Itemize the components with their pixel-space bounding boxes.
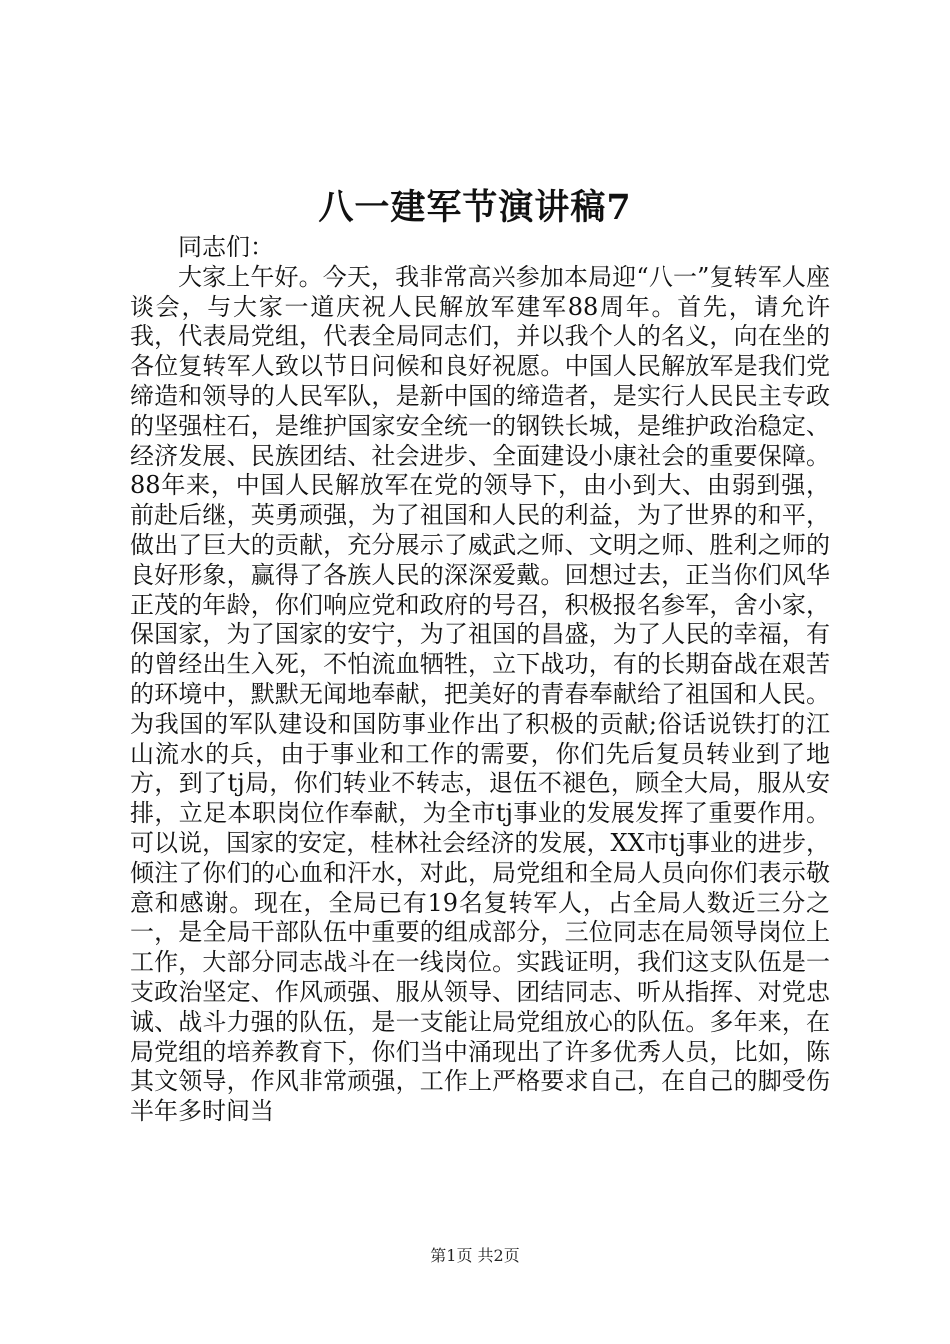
greeting-line: 同志们：	[178, 233, 274, 261]
page-footer: 第1页 共2页	[430, 1246, 520, 1265]
page-title: 八一建军节演讲稿7	[318, 187, 632, 228]
document-body	[130, 233, 830, 1127]
body-paragraph: 大家上午好。今天，我非常高兴参加本局迎“八一”复转军人座谈会，与大家一道庆祝人民解放军建军88周年。首先，请允许我，代表局党组，代表全局同志们，并以我个人的名义，向在坐的各位复转军人致以节日问候和良好祝愿。中国人民解放军是我们党缔造和领导的人民军队，是新中国的缔造者，是实行人民民主专政的坚强柱石，是维护国家安全统一的钢铁长城，是维护政治稳定、经济发展、民族团结、社会进步、全面建设小康社会的重要保障。88年来，中国人民解放军在党的领导下，由小到大、由弱到强，前赴后继，英勇顽强，为了祖国和人民的利益，为了世界的和平，做出了巨大的贡献，充分展示了威武之师、文明之师、胜利之师的良好形象，赢得了各族人民的深深爱戴。回想过去，正当你们风华正茂的年龄，你们响应党和政府的号召，积极报名参军，舍小家，保国家，为了国家的安宁，为了祖国的昌盛，为了人民的幸福，有的曾经出生入死，不怕流血牺牲，立下战功，有的长期奋战在艰苦的环境中，默默无闻地奉献，把美好的青春奉献给了祖国和人民。为我国的军队建设和国防事业作出了积极的贡献;俗话说铁打的江山流水的兵，由于事业和工作的需要，你们先后复员转业到了地方，到了tj局，你们转业不转志，退伍不褪色，顾全大局，服从安排，立足本职岗位作奉献，为全市tj事业的发展发挥了重要作用。可以说，国家的安定，桂林社会经济的发展，XX市tj事业的进步，倾注了你们的心血和汗水，对此，局党组和全局人员向你们表示敬意和感谢。现在，全局已有19名复转军人，占全局人数近三分之一，是全局干部队伍中重要的组成部分，三位同志在局领导岗位上工作，大部分同志战斗在一线岗位。实践证明，我们这支队伍是一支政治坚定、作风顽强、服从领导、团结同志、听从指挥、对党忠诚、战斗力强的队伍，是一支能让局党组放心的队伍。多年来，在局党组的培养教育下，你们当中涌现出了许多优秀人员，比如，陈其文领导，作风非常顽强，工作上严格要求自己，在自己的脚受伤半年多时间当	[130, 262, 830, 1126]
